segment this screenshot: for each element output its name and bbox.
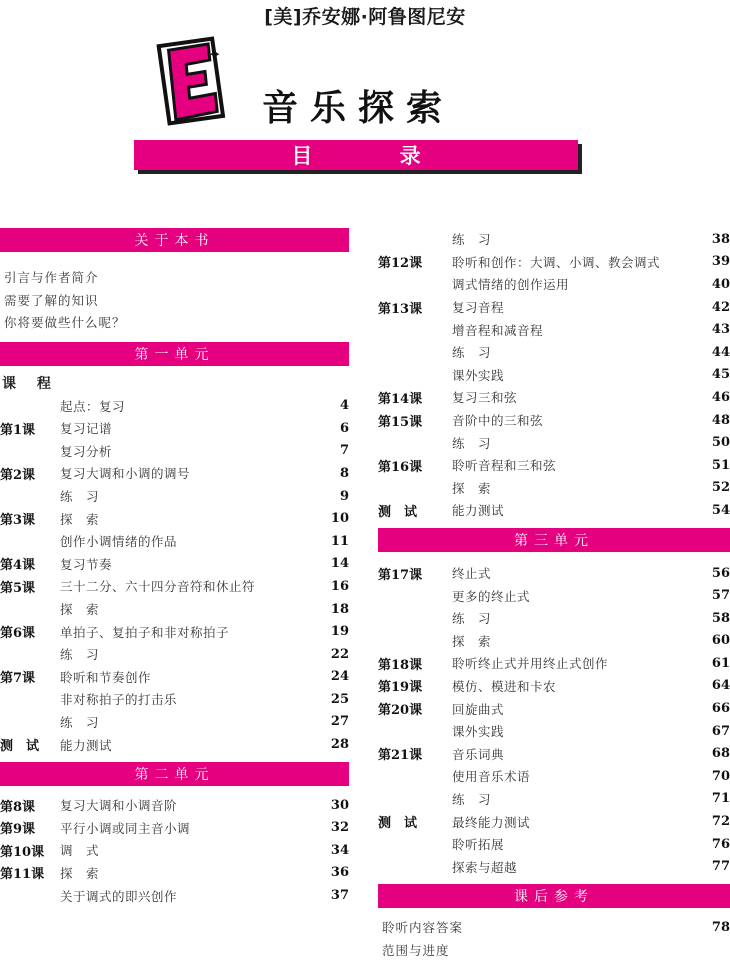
page-number: 45 (711, 367, 730, 383)
entry-title: 聆听终止式并用终止式创作 (452, 656, 609, 672)
entry-title: 调式情绪的创作运用 (452, 277, 570, 293)
page-number: 16 (330, 578, 349, 594)
lesson-label: 第19课 (378, 680, 423, 696)
entry-title: 起点：复习 (60, 398, 126, 414)
toc-entry (378, 916, 730, 939)
toc-entry (0, 394, 349, 417)
toc-entry (378, 607, 730, 630)
toc-entry (378, 477, 730, 500)
page-number: 6 (339, 420, 349, 436)
page-number: 7 (339, 443, 349, 459)
entry-title: 复习音程 (452, 300, 505, 316)
toc-entry (0, 839, 349, 862)
entry-title: 三十二分、六十四分音符和休止符 (60, 579, 256, 595)
entry-title: 练 习 (452, 345, 492, 361)
toc-entry (0, 440, 349, 463)
page-number: 78 (711, 919, 730, 935)
entry-title: 探 索 (452, 480, 492, 496)
toc-entry (378, 228, 730, 251)
entry-title: 引言与作者简介 (4, 270, 99, 286)
entry-title: 回旋曲式 (452, 701, 505, 717)
toc-entry (378, 364, 730, 387)
section-banner-unit3: 第三单元 (378, 528, 730, 552)
page-number: 71 (711, 791, 730, 807)
toc-entry (0, 688, 349, 711)
entry-title: 需要了解的知识 (4, 292, 99, 308)
toc-entry (378, 939, 730, 961)
entry-title: 复习三和弦 (452, 390, 518, 406)
unit1-list (0, 394, 349, 756)
page-number: 64 (711, 678, 730, 694)
lesson-label: 第9课 (0, 822, 36, 838)
page-number: 8 (339, 465, 349, 481)
toc-entry (378, 720, 730, 743)
toc-entry (0, 862, 349, 885)
page-number: 77 (711, 859, 730, 875)
page-number: 72 (711, 814, 730, 830)
toc-entry (378, 742, 730, 765)
entry-title: 音乐词典 (452, 746, 505, 762)
entry-title: 聆听拓展 (452, 837, 505, 853)
toc-entry (0, 711, 349, 734)
section-banner-about: 关于本书 (0, 228, 349, 252)
after-list (378, 916, 730, 961)
book-logo (152, 34, 230, 130)
page-number: 68 (711, 746, 730, 762)
entry-title: 复习节奏 (60, 556, 113, 572)
page-number: 30 (330, 797, 349, 813)
toc-entry (378, 584, 730, 607)
page-number: 19 (330, 624, 349, 640)
page-number: 28 (330, 737, 349, 753)
toc-entry (0, 733, 349, 756)
lesson-label: 第12课 (378, 256, 423, 272)
entry-title: 探 索 (60, 511, 100, 527)
entry-title: 复习大调和小调的调号 (60, 466, 191, 482)
entry-title: 探 索 (60, 865, 100, 881)
entry-title: 增音程和减音程 (452, 322, 544, 338)
toc-entry (378, 454, 730, 477)
toc-entry (0, 485, 349, 508)
page-number: 56 (711, 565, 730, 581)
toc-entry (0, 311, 349, 334)
page-number: 43 (711, 322, 730, 338)
entry-title: 你将要做些什么呢？ (4, 315, 126, 331)
lesson-label: 第14课 (378, 391, 423, 407)
lesson-label: 第11课 (0, 867, 45, 883)
toc-entry (378, 765, 730, 788)
entry-title: 复习记谱 (60, 421, 113, 437)
toc-entry (378, 273, 730, 296)
page-number: 42 (711, 299, 730, 315)
page-number: 18 (330, 601, 349, 617)
entry-title: 练 习 (60, 647, 100, 663)
lesson-label: 第18课 (378, 657, 423, 673)
entry-title: 课外实践 (452, 724, 505, 740)
lesson-label: 测 试 (378, 504, 418, 520)
entry-title: 聆听和节奏创作 (60, 669, 152, 685)
page-number: 44 (711, 344, 730, 360)
lesson-label: 第17课 (378, 567, 423, 583)
toc-entry (378, 296, 730, 319)
toc-entry (378, 386, 730, 409)
entry-title: 最终能力测试 (452, 814, 531, 830)
unit3-list (378, 562, 730, 878)
author-line: [美]乔安娜·阿鲁图尼安 (264, 6, 466, 28)
page-number: 9 (339, 488, 349, 504)
entry-title: 聆听和创作：大调、小调、教会调式 (452, 254, 661, 270)
page-number: 38 (711, 231, 730, 247)
entry-title: 关于调式的即兴创作 (60, 888, 178, 904)
lesson-label: 第8课 (0, 799, 36, 815)
continued-list (378, 228, 730, 522)
toc-entry (378, 697, 730, 720)
entry-title: 能力测试 (60, 737, 113, 753)
toc-entry (0, 816, 349, 839)
page-number: 32 (330, 820, 349, 836)
lesson-label: 第1课 (0, 422, 36, 438)
page-number: 4 (339, 398, 349, 414)
page-number: 34 (330, 842, 349, 858)
page-number: 22 (330, 646, 349, 662)
page-number: 52 (711, 480, 730, 496)
section-banner-unit2: 第二单元 (0, 762, 349, 786)
about-list (0, 266, 349, 334)
page-number: 39 (711, 254, 730, 270)
page-number: 14 (330, 556, 349, 572)
toc-entry (0, 884, 349, 907)
entry-title: 探 索 (60, 602, 100, 618)
page-number: 60 (711, 633, 730, 649)
lesson-label: 第3课 (0, 513, 36, 529)
entry-title: 课外实践 (452, 367, 505, 383)
page-number: 27 (330, 714, 349, 730)
entry-title: 终止式 (452, 566, 492, 582)
toc-entry (378, 788, 730, 811)
page-number: 61 (711, 655, 730, 671)
toc-entry (378, 855, 730, 878)
entry-title: 非对称拍子的打击乐 (60, 692, 178, 708)
page-number: 66 (711, 701, 730, 717)
course-label: 课 程 (2, 376, 59, 393)
entry-title: 能力测试 (452, 503, 505, 519)
page-number: 25 (330, 691, 349, 707)
toc-entry (0, 575, 349, 598)
toc-right-column (378, 228, 730, 961)
entry-title: 聆听音程和三和弦 (452, 458, 557, 474)
entry-title: 使用音乐术语 (452, 769, 531, 785)
toc-entry (0, 643, 349, 666)
entry-title: 复习分析 (60, 443, 113, 459)
svg-text:✦: ✦ (208, 45, 222, 64)
page-number: 50 (711, 435, 730, 451)
page-number: 36 (330, 865, 349, 881)
toc-entry (378, 409, 730, 432)
lesson-label: 第5课 (0, 580, 36, 596)
entry-title: 音阶中的三和弦 (452, 413, 544, 429)
page-number: 54 (711, 502, 730, 518)
entry-title: 练 习 (60, 714, 100, 730)
toc-entry (0, 507, 349, 530)
page-number: 10 (330, 511, 349, 527)
page-number: 70 (711, 768, 730, 784)
lesson-label: 第4课 (0, 558, 36, 574)
toc-entry (0, 289, 349, 312)
page-number: 40 (711, 276, 730, 292)
entry-title: 调 式 (60, 843, 100, 859)
lesson-label: 第2课 (0, 467, 36, 483)
toc-entry (0, 462, 349, 485)
toc-entry (378, 810, 730, 833)
toc-entry (0, 530, 349, 553)
entry-title: 探 索 (452, 633, 492, 649)
entry-title: 探索与超越 (452, 859, 518, 875)
toc-entry (0, 794, 349, 817)
entry-title: 练 习 (452, 791, 492, 807)
entry-title: 练 习 (452, 232, 492, 248)
lesson-label: 第6课 (0, 626, 36, 642)
toc-left-column (0, 228, 349, 907)
page-number: 51 (711, 457, 730, 473)
lesson-label: 第13课 (378, 301, 423, 317)
toc-entry (378, 833, 730, 856)
entry-title: 复习大调和小调音阶 (60, 798, 178, 814)
section-banner-unit1: 第一单元 (0, 342, 349, 366)
entry-title: 练 习 (60, 489, 100, 505)
page-number: 67 (711, 723, 730, 739)
book-title: 音乐探索 (262, 88, 455, 129)
toc-entry (378, 341, 730, 364)
toc-entry (0, 598, 349, 621)
toc-entry (0, 666, 349, 689)
page-number: 46 (711, 389, 730, 405)
lesson-label: 第21课 (378, 748, 423, 764)
entry-title: 练 习 (452, 611, 492, 627)
entry-title: 创作小调情绪的作品 (60, 534, 178, 550)
page-number: 58 (711, 610, 730, 626)
page-number: 24 (330, 669, 349, 685)
toc-entry (378, 431, 730, 454)
entry-title: 模仿、模进和卡农 (452, 678, 557, 694)
entry-title: 单拍子、复拍子和非对称拍子 (60, 624, 230, 640)
page-number: 57 (711, 588, 730, 604)
lesson-label: 第20课 (378, 703, 423, 719)
entry-title: 更多的终止式 (452, 588, 531, 604)
page-number: 11 (330, 533, 349, 549)
toc-entry (0, 266, 349, 289)
page-number: 76 (711, 836, 730, 852)
toc-entry (0, 417, 349, 440)
section-banner-after: 课后参考 (378, 884, 730, 908)
toc-entry (378, 562, 730, 585)
page-number: 37 (330, 888, 349, 904)
entry-title: 聆听内容答案 (382, 920, 464, 936)
lesson-label: 第10课 (0, 844, 45, 860)
unit2-list (0, 794, 349, 907)
lesson-label: 测 试 (0, 739, 40, 755)
toc-entry (378, 675, 730, 698)
toc-entry (378, 251, 730, 274)
lesson-label: 测 试 (378, 816, 418, 832)
entry-title: 练 习 (452, 435, 492, 451)
lesson-label: 第16课 (378, 459, 423, 475)
toc-entry (378, 318, 730, 341)
toc-entry (0, 553, 349, 576)
toc-entry (0, 620, 349, 643)
entry-title: 范围与进度 (382, 942, 450, 958)
lesson-label: 第7课 (0, 671, 36, 687)
toc-entry (378, 499, 730, 522)
toc-entry (378, 630, 730, 653)
toc-entry (378, 652, 730, 675)
toc-banner: 目 录 (134, 140, 578, 170)
entry-title: 平行小调或同主音小调 (60, 820, 191, 836)
course-label-row (0, 372, 349, 395)
page-number: 48 (711, 412, 730, 428)
lesson-label: 第15课 (378, 414, 423, 430)
